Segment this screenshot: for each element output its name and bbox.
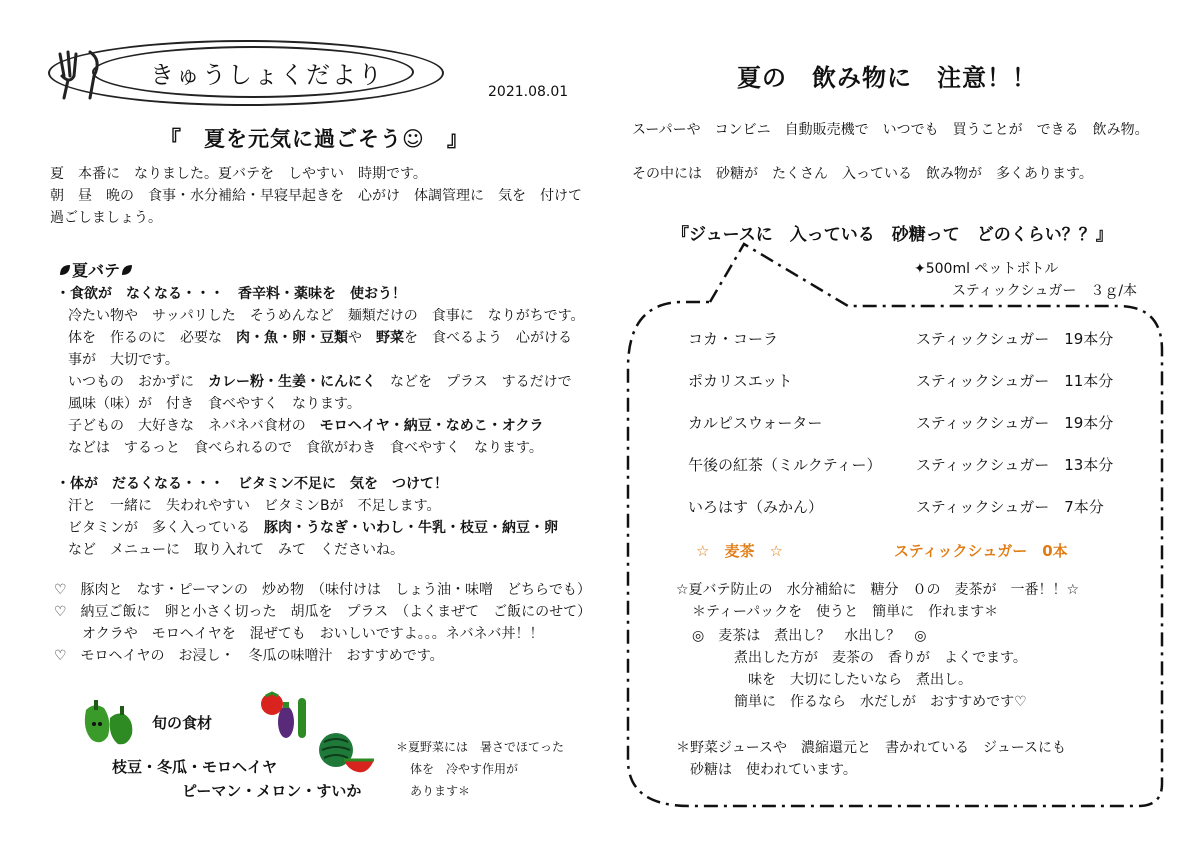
- drink-name: 午後の紅茶（ミルクティー）: [688, 456, 882, 474]
- seasonal-note-3: あります＊: [410, 784, 471, 798]
- right-intro-2: その中には 砂糖が たくさん 入っている 飲み物が 多くあります。: [632, 166, 1093, 182]
- drink-sugar-amount: スティックシュガー 19本分: [916, 330, 1114, 348]
- footnote-1: ＊野菜ジュースや 濃縮還元と 書かれている ジュースにも: [676, 740, 1067, 756]
- text-run: や: [348, 330, 376, 346]
- text-run: いつもの おかずに: [68, 374, 208, 390]
- natsubate-title: 夏バテ: [72, 261, 121, 280]
- section1-line-7: などは するっと 食べられるので 食欲がわき 食べやすく なります。: [68, 440, 543, 456]
- section2-prefix: ・体が だるくなる・・・: [56, 476, 238, 492]
- recipe-tip-1: ♡ 豚肉と なす・ピーマンの 炒め物 （味付けは しょう油・味噌 どちらでも）: [54, 582, 591, 598]
- section2-line-3: など メニューに 取り入れて みて くださいね。: [68, 542, 404, 558]
- bold-run: モロヘイヤ・納豆・なめこ・オクラ: [319, 418, 544, 434]
- tea-tip-6: 簡単に 作るなら 水だしが おすすめです♡: [734, 694, 1027, 710]
- section2-emphasis: ビタミン不足に 気を つけて！: [238, 476, 448, 492]
- barley-tea-highlight: ☆ 麦茶 ☆: [696, 542, 783, 560]
- seasonal-note-2: 体を 冷やす作用が: [410, 762, 519, 776]
- drink-name: いろはす（みかん）: [688, 498, 824, 516]
- section2-line-1: 汗と 一緒に 失われやすい ビタミンBが 不足します。: [68, 498, 441, 514]
- bold-run: 肉・魚・卵・豆類: [236, 330, 348, 346]
- drink-sugar-amount: スティックシュガー 7本分: [916, 498, 1104, 516]
- unit-line-2: スティックシュガー ３ｇ/本: [952, 283, 1138, 299]
- text-run: 子どもの 大好きな ネバネバ食材の: [68, 418, 320, 434]
- newsletter-title: きゅうしょくだより: [150, 61, 384, 89]
- recipe-tip-2: ♡ 納豆ご飯に 卵と小さく切った 胡瓜を プラス （よくまぜて ご飯にのせて）: [54, 604, 592, 620]
- tea-tip-3: ◎ 麦茶は 煮出し？ 水出し？ ◎: [692, 628, 927, 644]
- text-run: を 食べるよう 心がける: [404, 330, 572, 346]
- seasonal-line-2: ピーマン・メロン・すいか: [182, 782, 362, 800]
- tea-tip-4: 煮出した方が 麦茶の 香りが よくでます。: [734, 650, 1027, 666]
- seasonal-line-1: 枝豆・冬瓜・モロヘイヤ: [112, 758, 278, 776]
- footnote-2: 砂糖は 使われています。: [690, 762, 857, 778]
- tea-tip-5: 味を 大切にしたいなら 煮出し。: [748, 672, 972, 688]
- tea-tip-2: ＊ティーパックを 使うと 簡単に 作れます＊: [692, 604, 999, 620]
- drink-name: ポカリスエット: [688, 372, 793, 390]
- seasonal-note-1: ＊夏野菜には 暑さでほてった: [396, 740, 565, 754]
- intro-line-1: 夏 本番に なりました。夏バテを しやすい 時期です。: [50, 166, 427, 182]
- right-heading: 夏の 飲み物に 注意！！: [737, 64, 1037, 92]
- right-intro-1: スーパーや コンビニ 自動販売機で いつでも 買うことが できる 飲み物。: [632, 122, 1149, 138]
- text-run: ビタミンが 多く入っている: [68, 520, 264, 536]
- bold-run: 野菜: [376, 330, 404, 346]
- section1-line-5: 風味（味）が 付き 食べやすく なります。: [68, 396, 361, 412]
- section1-emphasis: 香辛料・薬味を 使おう！: [238, 286, 406, 302]
- recipe-tip-3: ♡ モロヘイヤの お浸し・ 冬瓜の味噌汁 おすすめです。: [54, 648, 444, 664]
- section1-line-3: 事が 大切です。: [68, 352, 179, 368]
- section1-line-1: 冷たい物や サッパリした そうめんなど 麺類だけの 食事に なりがちです。: [68, 308, 585, 324]
- drink-sugar-amount: スティックシュガー 13本分: [916, 456, 1114, 474]
- barley-tea-sugar-amount: スティックシュガー 0本: [894, 542, 1068, 560]
- sugar-question: 『ジュースに 入っている 砂糖って どのくらい？？』: [672, 225, 1113, 245]
- drink-name: コカ・コーラ: [688, 330, 779, 348]
- drink-sugar-amount: スティックシュガー 11本分: [916, 372, 1114, 390]
- section1-prefix: ・食欲が なくなる・・・: [56, 286, 238, 302]
- issue-date: 2021.08.01: [488, 84, 569, 100]
- intro-line-3: 過ごしましょう。: [50, 210, 162, 226]
- unit-line-1: ✦500ml ペットボトル: [914, 261, 1059, 277]
- bold-run: 豚肉・うなぎ・いわし・牛乳・枝豆・納豆・卵: [264, 520, 558, 536]
- recipe-tip-2-cont: オクラや モロヘイヤを 混ぜても おいしいですよ。。。ネバネバ丼！！: [54, 626, 544, 642]
- text-run: などを プラス するだけで: [376, 374, 572, 390]
- drink-sugar-amount: スティックシュガー 19本分: [916, 414, 1114, 432]
- bold-run: カレー粉・生姜・にんにく: [208, 374, 376, 390]
- left-heading: 『 夏を元気に過ごそう☺ 』: [160, 127, 469, 151]
- text-run: 体を 作るのに 必要な: [68, 330, 236, 346]
- drink-name: カルピスウォーター: [688, 414, 823, 432]
- tea-tip-1: ☆夏バテ防止の 水分補給に 糖分 ０の 麦茶が 一番！！☆: [676, 582, 1080, 598]
- seasonal-title: 旬の食材: [152, 714, 213, 732]
- intro-line-2: 朝 昼 晩の 食事・水分補給・早寝早起きを 心がけ 体調管理に 気を 付けて: [50, 188, 582, 204]
